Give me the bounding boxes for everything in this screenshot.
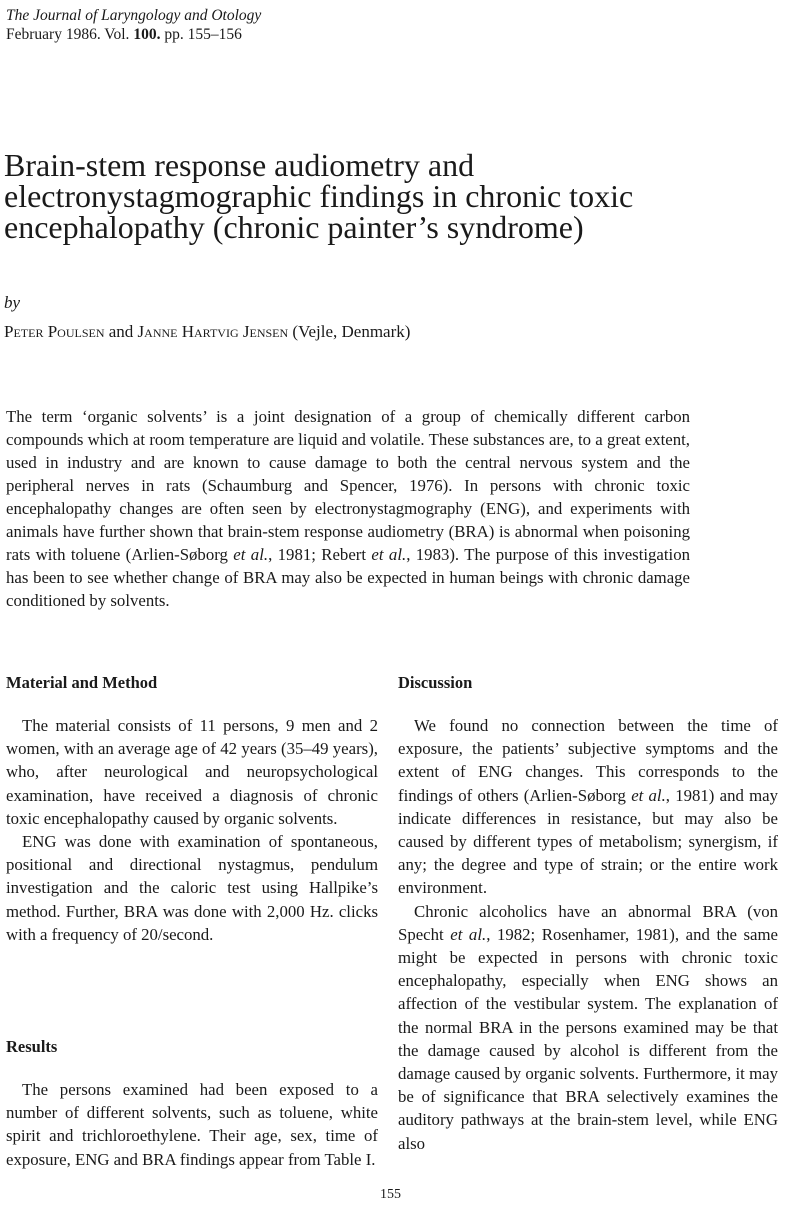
- results-heading: Results: [6, 1037, 58, 1056]
- discussion-paragraph-2: [398, 900, 778, 1155]
- author-line: [4, 322, 410, 342]
- results-section: [6, 1036, 378, 1171]
- issue-date: February 1986. Vol.: [6, 26, 134, 43]
- intro-text-3: , 1983). The purpose of this investigation has been to see whether change of BRA may also be expected in human beings with chronic damage conditioned by solvents.: [6, 545, 690, 610]
- discussion-heading: Discussion: [398, 673, 473, 692]
- discussion-section: [398, 672, 778, 1155]
- intro-etal-2: et al.: [371, 545, 407, 564]
- journal-title: The Journal of Laryngology and Otology: [6, 7, 262, 24]
- article-title: Brain-stem response audiometry and electronystagmographic findings in chronic toxic encephalopathy (chronic painter’s syndrome): [4, 147, 634, 245]
- intro-etal-1: et al.: [233, 545, 269, 564]
- volume-number: 100.: [133, 26, 161, 43]
- byline: by: [4, 293, 21, 312]
- discussion-p1-text-b: , 1981) and may indicate differences in resistance, but may also be caused by different types of metabolism; synergism, if any; the degree and type of strain; or the entire work environment.: [398, 785, 778, 898]
- introduction-paragraph: [6, 405, 690, 612]
- discussion-p2-text-b: , 1982; Rosenhamer, 1981), and the same might be expected in persons with chronic toxic encephalopathy, especially when ENG shows an affection of the vestibular system. The explanation of the normal BRA in the persons examined may be that the damage caused by alcohol is different from the damage caused by organic solvents. Furthermore, it may be of significance that BRA selectively examines the auditory pathways at the brain-stem level, while ENG also: [398, 924, 778, 1153]
- discussion-p2-etal: et al.: [450, 924, 487, 944]
- page-range: pp. 155–156: [160, 26, 242, 43]
- discussion-paragraph-1: [398, 714, 778, 900]
- discussion-p2-text-a: Chronic alcoholics have an abnormal BRA (von Specht: [398, 901, 778, 944]
- intro-text-2: , 1981; Rebert: [268, 545, 372, 564]
- author-2: Janne Hartvig Jensen: [137, 322, 289, 341]
- author-location: (Vejle, Denmark): [288, 322, 411, 341]
- discussion-p1-etal: et al.: [631, 785, 666, 805]
- issue-info: [6, 26, 242, 43]
- material-paragraph-2: ENG was done with examination of spontaneous, positional and directional nystagmus, pendulum investigation and the caloric test using Hallpike’s method. Further, BRA was done with 2,000 Hz. clicks with a frequency of 20/second.: [6, 832, 378, 944]
- page-number: 155: [380, 1187, 401, 1202]
- author-1: Peter Poulsen: [4, 322, 105, 341]
- intro-text-1: The term ‘organic solvents’ is a joint designation of a group of chemically different carbon compounds which at room temperature are liquid and volatile. These substances are, to a great extent, used in industry and are known to cause damage to both the central nervous system and the peripheral nerves in rats (Schaumburg and Spencer, 1976). In persons with chronic toxic encephalopathy changes are often seen by electronystagmography (ENG), and experiments with animals have further shown that brain-stem response audiometry (BRA) is abnormal when poisoning rats with toluene (Arlien-Søborg: [6, 407, 690, 564]
- material-heading: Material and Method: [6, 673, 158, 692]
- author-conjunction: and: [104, 322, 138, 341]
- material-section: [6, 672, 378, 946]
- results-paragraph-1: The persons examined had been exposed to a number of different solvents, such as toluene, white spirit and trichloroethylene. Their age, sex, time of exposure, ENG and BRA findings appear from Table I.: [6, 1080, 378, 1169]
- journal-header: [6, 6, 261, 44]
- material-paragraph-1: The material consists of 11 persons, 9 men and 2 women, with an average age of 42 years (35–49 years), who, after neurological and neuropsychological examination, have received a diagnosis of chronic toxic encephalopathy caused by organic solvents.: [6, 716, 378, 828]
- discussion-p1-text-a: We found no connection between the time of exposure, the patients’ subjective symptoms and the extent of ENG changes. This corresponds to the findings of others (Arlien-Søborg: [398, 716, 778, 805]
